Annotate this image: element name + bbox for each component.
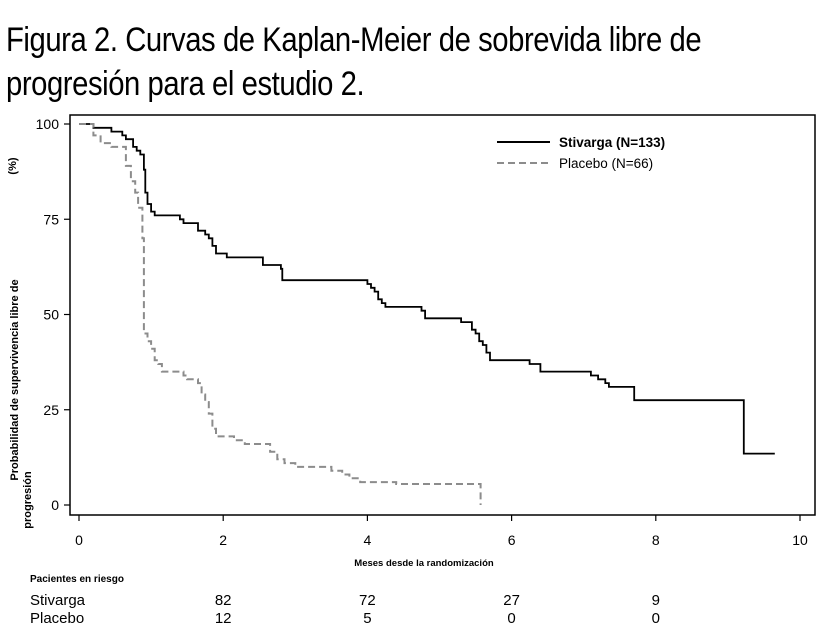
risk-cell: 0	[651, 610, 660, 627]
x-tick-label: 2	[219, 532, 228, 548]
y-axis-label	[7, 157, 34, 529]
risk-cell: 12	[214, 610, 232, 627]
legend-label: Stivarga (N=133)	[559, 135, 666, 150]
y-tick-label: 50	[43, 306, 59, 323]
y-axis-label-line: progresión	[22, 471, 34, 529]
risk-cell: 5	[363, 610, 372, 627]
series-layer	[79, 124, 775, 505]
y-tick-label: 25	[43, 401, 59, 418]
y-axis-label-line: (%)	[7, 157, 19, 175]
risk-cell: 9	[651, 592, 660, 609]
series-line-stivarga	[79, 124, 775, 454]
y-tick-label: 75	[43, 211, 59, 228]
y-tick-label: 0	[51, 497, 59, 513]
figure-title-line-2: progresión para el estudio 2.	[6, 65, 365, 103]
risk-cell: 72	[359, 592, 376, 609]
figure-title-line-1: Figura 2. Curvas de Kaplan-Meier de sobrevida libre de	[6, 21, 702, 59]
risk-table-header: Pacientes en riesgo	[30, 574, 124, 585]
x-tick-label: 8	[651, 532, 660, 548]
risk-cell: 27	[503, 592, 520, 609]
x-tick-label: 10	[792, 532, 808, 548]
x-axis-ticks	[75, 515, 808, 548]
x-tick-label: 0	[75, 532, 83, 548]
x-axis-label: Meses desde la randomización	[354, 558, 494, 569]
risk-cell: 0	[507, 610, 516, 627]
x-tick-label: 4	[363, 532, 372, 548]
y-axis-ticks	[36, 116, 70, 513]
y-axis-label-line: Probabilidad de supervivencia libre de	[9, 279, 21, 481]
legend	[497, 135, 665, 171]
y-tick-label: 100	[35, 116, 59, 132]
legend-label: Placebo (N=66)	[559, 156, 654, 171]
risk-row-label: Stivarga	[30, 592, 86, 609]
plot-border	[70, 115, 815, 515]
risk-row-label: Placebo	[30, 610, 85, 627]
plot-frame	[70, 115, 815, 515]
risk-cell: 82	[214, 592, 232, 609]
x-tick-label: 6	[507, 532, 516, 548]
series-line-placebo	[79, 124, 481, 505]
